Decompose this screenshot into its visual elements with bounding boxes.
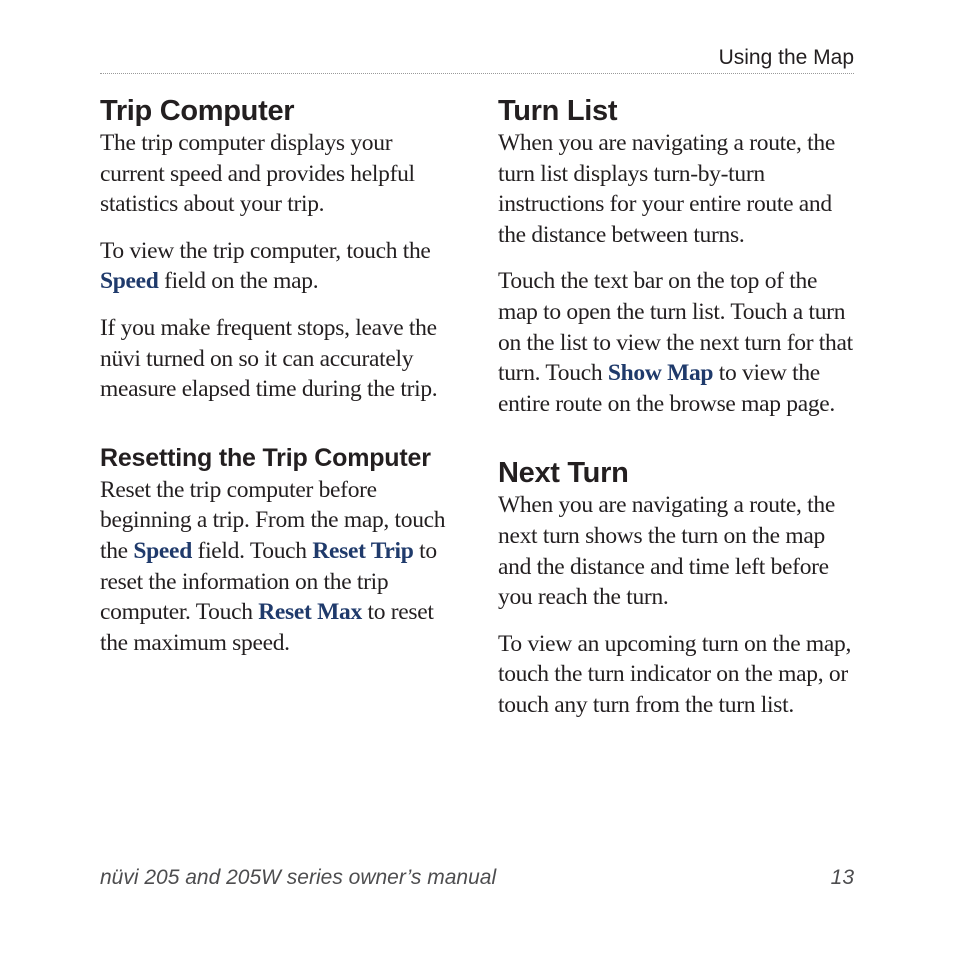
speed-keyword: Speed <box>133 537 192 564</box>
speed-keyword: Speed <box>100 268 159 295</box>
text-run: to reset the maximum speed. <box>100 599 434 656</box>
header-divider <box>100 73 854 74</box>
text-run: Touch the text bar on the top of the map to open the turn list. Touch a turn on the list to view the next turn for that turn. Touch <box>498 268 853 387</box>
text-run: field on the map. <box>158 268 319 295</box>
resetting-instructions <box>100 475 460 659</box>
page-number: 13 <box>830 866 854 889</box>
next-turn-heading: Next Turn <box>498 457 629 490</box>
trip-computer-intro: The trip computer displays your current speed and provides helpful statistics about your trip. <box>100 130 415 218</box>
next-turn-intro: When you are navigating a route, the next turn shows the turn on the map and the distance and time left before you reach the turn. <box>498 492 835 611</box>
resetting-trip-computer-heading: Resetting the Trip Computer <box>100 443 431 472</box>
running-header: Using the Map <box>718 46 854 69</box>
left-column <box>100 94 460 674</box>
manual-title: nüvi 205 and 205W series owner’s manual <box>100 866 497 889</box>
trip-computer-heading: Trip Computer <box>100 95 295 127</box>
trip-computer-view-instructions <box>100 236 460 297</box>
trip-computer-stops-tip: If you make frequent stops, leave the nüvi turned on so it can accurately measure elapsed time during the trip. <box>100 314 438 403</box>
text-run: field. Touch <box>191 537 313 564</box>
reset-max-keyword: Reset Max <box>258 599 362 626</box>
text-run: Reset the trip computer before beginning a trip. From the map, touch the <box>100 476 446 564</box>
text-run: To view the trip computer, touch the <box>100 237 431 264</box>
show-map-keyword: Show Map <box>607 360 714 387</box>
turn-list-heading: Turn List <box>498 95 618 127</box>
turn-list-intro: When you are navigating a route, the turn list displays turn-by-turn instructions for your entire route and the distance between turns. <box>498 130 835 248</box>
right-column <box>498 94 858 737</box>
text-run: to view the entire route on the browse map page. <box>498 360 836 417</box>
reset-trip-keyword: Reset Trip <box>312 537 414 564</box>
text-run: to reset the information on the trip computer. Touch <box>100 537 437 626</box>
turn-list-instructions <box>498 266 858 419</box>
next-turn-instructions: To view an upcoming turn on the map, touch the turn indicator on the map, or touch any turn from the turn list. <box>498 630 852 718</box>
